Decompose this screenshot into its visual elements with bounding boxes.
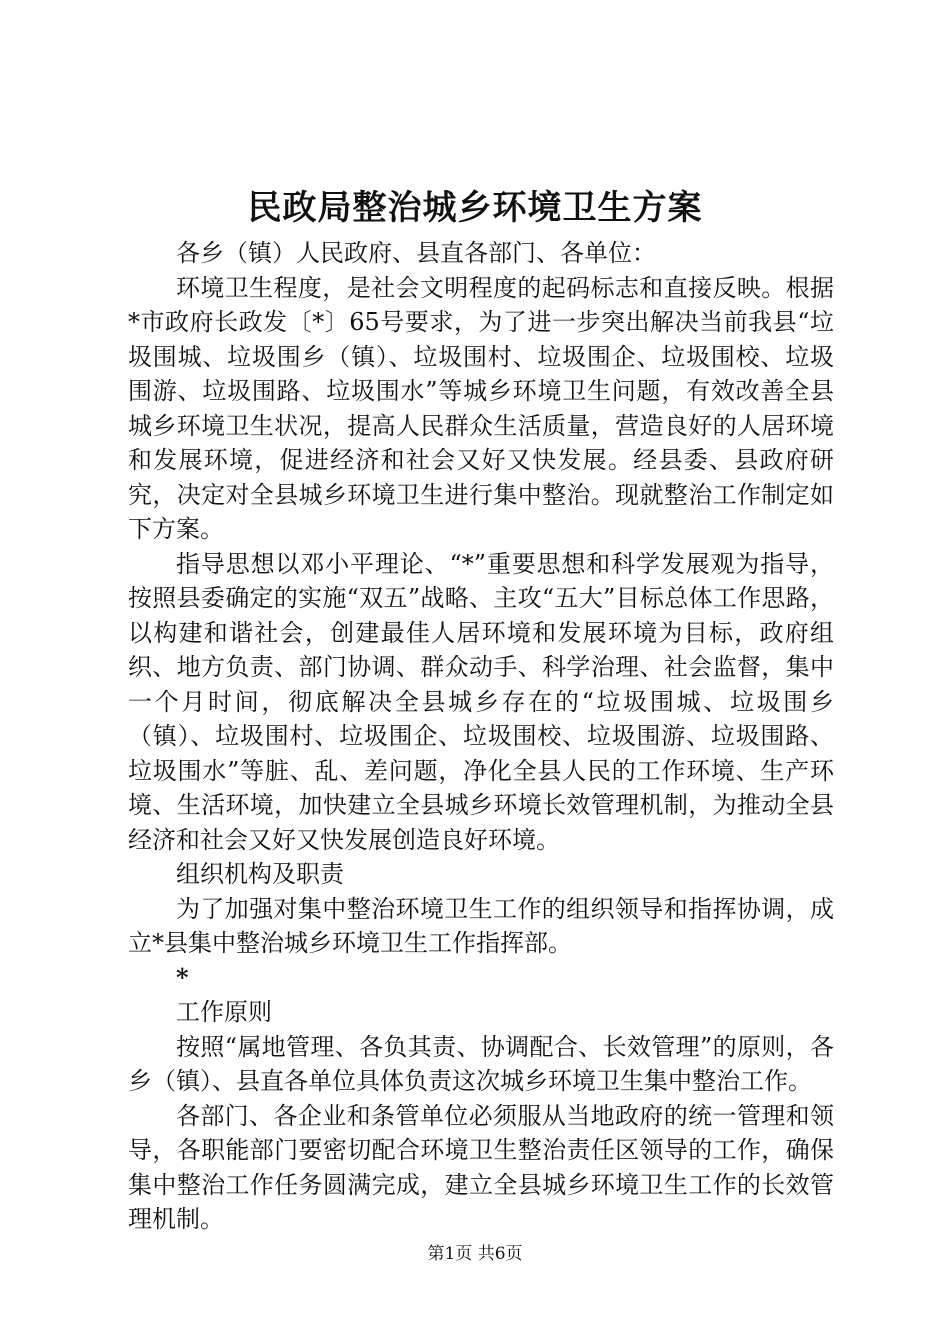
paragraph-principles: 按照“属地管理、各负其责、协调配合、长效管理”的原则，各乡（镇）、县直各单位具体负责这次城乡环境卫生集中整治工作。 [128,1032,834,1095]
page-footer: 第1页 共6页 [427,1244,523,1264]
placeholder-mark: * [176,962,189,992]
paragraph-organization: 为了加强对集中整治环境卫生工作的组织领导和指挥协调，成立*县集中整治城乡环境卫生工作指挥部。 [128,894,834,957]
heading-organization: 组织机构及职责 [176,860,344,888]
salutation: 各乡（镇）人民政府、县直各部门、各单位： [176,239,656,267]
paragraph-cooperation: 各部门、各企业和条管单位必须服从当地政府的统一管理和领导，各职能部门要密切配合环境卫生整治责任区领导的工作，确保集中整治工作任务圆满完成，建立全县城乡环境卫生工作的长效管理机制。 [128,1101,834,1233]
document-title: 民政局整治城乡环境卫生方案 [247,188,703,228]
paragraph-guiding-ideology: 指导思想以邓小平理论、“*”重要思想和科学发展观为指导，按照县委确定的实施“双五”战略、主攻“五大”目标总体工作思路，以构建和谐社会，创建最佳人居环境和发展环境为目标，政府组织、地方负责、部门协调、群众动手、科学治理、社会监督，集中一个月时间，彻底解决全县城乡存在的“垃圾围城、垃圾围乡（镇）、垃圾围村、垃圾围企、垃圾围校、垃圾围游、垃圾围路、垃圾围水”等脏、乱、差问题，净化全县人民的工作环境、生产环境、生活环境，加快建立全县城乡环境长效管理机制，为推动全县经济和社会又好又快发展创造良好环境。 [128,549,834,854]
document-body [128,236,834,1237]
paragraph-intro: 环境卫生程度，是社会文明程度的起码标志和直接反映。根据*市政府长政发〔*〕65号要求，为了进一步突出解决当前我县“垃圾围城、垃圾围乡（镇）、垃圾围村、垃圾围企、垃圾围校、垃圾围游、垃圾围路、垃圾围水”等城乡环境卫生问题，有效改善全县城乡环境卫生状况，提高人民群众生活质量，营造良好的人居环境和发展环境，促进经济和社会又好又快发展。经县委、县政府研究，决定对全县城乡环境卫生进行集中整治。现就整治工作制定如下方案。 [128,273,834,543]
heading-principles: 工作原则 [176,998,272,1026]
